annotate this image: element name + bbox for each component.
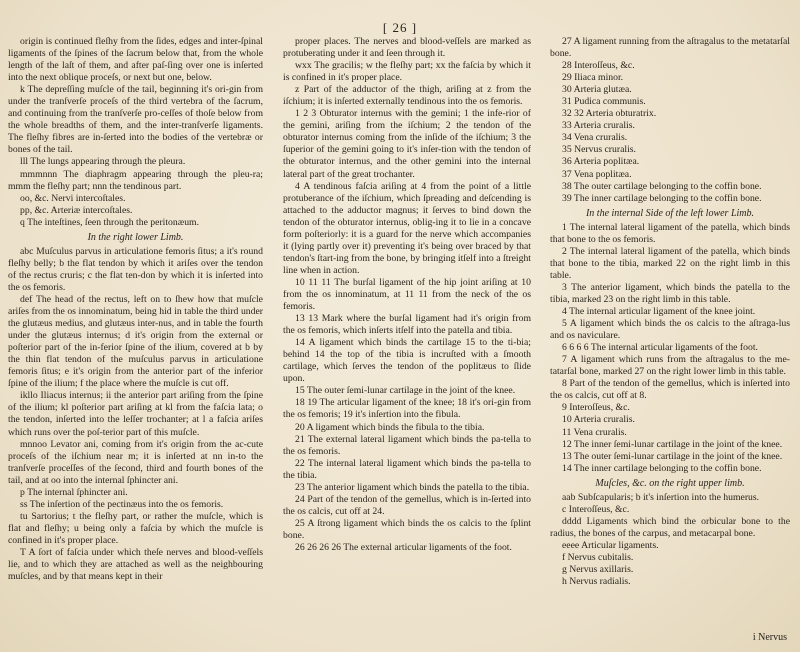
legend-entry: 22 The internal lateral ligament which binds the pa-tella to the tibia. — [283, 457, 531, 481]
legend-entry: mmmnnn The diaphragm appearing through the pleu-ra; mmm the fleſhy part; nnn the tendinous part. — [8, 168, 263, 192]
legend-entry: 24 Part of the tendon of the gemellus, which is in-ſerted into the os calcis, cut off at 24. — [283, 493, 531, 517]
legend-entry: 15 The outer ſemi-lunar cartilage in the joint of the knee. — [295, 385, 516, 397]
legend-entry: def The head of the rectus, left on to ſhew how that muſcle ariſes from the os innominatum, being hid in table the third under the glutæus medius, and glutæus inter-nus, and in table the fourth under the glutæus internus; d it's origin from the external or poſterior part of the in-ferior ſpine of the ilium, covered at b by the thin flat tendon of the muſculus parvus in articulatione femoris ſitus; e it's origin from the anterior part of the inferior ſpine of the ilium; f the place where the muſcle is cut off. — [8, 293, 263, 390]
legend-entry: 33 Arteria cruralis. — [562, 120, 635, 132]
legend-entry: 1 The internal lateral ligament of the patella, which binds that bone to the os femoris. — [550, 221, 790, 245]
legend-entry: 34 Vena cruralis. — [562, 132, 628, 144]
legend-entry: oo, &c. Nervi intercoſtales. — [20, 192, 126, 204]
legend-entry: ss The inſertion of the pectinæus into the os femoris. — [20, 498, 224, 510]
column-middle — [283, 36, 531, 554]
legend-entry: 23 The anterior ligament which binds the patella to the tibia. — [295, 481, 530, 493]
legend-entry: 9 Interoſſeus, &c. — [562, 402, 630, 414]
legend-entry: 26 26 26 26 The external articular ligaments of the foot. — [295, 541, 512, 553]
legend-entry: c Interoſſeus, &c. — [562, 503, 630, 515]
legend-entry: g Nervus axillaris. — [562, 564, 634, 576]
legend-entry: 7 A ligament which runs from the aſtragalus to the me-tatarſal bone, marked 27 on the right lower limb in this table. — [550, 354, 790, 378]
legend-entry: 2 The internal lateral ligament of the patella, which binds that bone to the tibia, marked 22 on the right limb in this table. — [550, 245, 790, 281]
legend-entry: 32 32 Arteria obturatrix. — [562, 108, 657, 120]
legend-entry: aab Subſcapularis; b it's inſertion into the humerus. — [562, 491, 760, 503]
section-heading: In the right lower Limb. — [87, 231, 184, 243]
legend-entry: abc Muſculus parvus in articulatione femoris ſitus; a it's round fleſhy belly; b the flat tendon by which it ariſes over the tendon of the rectus cruris; c the flat ten-don by which it is inſerted into the os femoris. — [8, 245, 263, 293]
legend-entry: 25 A ſtrong ligament which binds the os calcis to the ſplint bone. — [283, 517, 531, 541]
legend-entry: 5 A ligament which binds the os calcis to the aſtraga-lus and os naviculare. — [550, 318, 790, 342]
legend-entry: 3 The anterior ligament, which binds the patella to the tibia, marked 23 on the right limb in this table. — [550, 281, 790, 305]
legend-entry: 18 19 The articular ligament of the knee; 18 it's ori-gin from the os femoris; 19 it's inſertion into the fibula. — [283, 397, 531, 421]
legend-entry: 31 Pudica communis. — [562, 96, 646, 108]
legend-entry: 21 The external lateral ligament which binds the pa-tella to the os femoris. — [283, 433, 531, 457]
legend-entry: 36 Arteria poplitæa. — [562, 156, 640, 168]
legend-entry: 29 Iliaca minor. — [562, 72, 624, 84]
legend-entry: tu Sartorius; t the fleſhy part, or rather the muſcle, which is flat and fleſhy; u being only a faſcia by which the muſcle is confined in it's proper place. — [8, 510, 263, 546]
legend-entry: 6 6 6 6 The internal articular ligaments of the foot. — [562, 342, 758, 354]
legend-entry: f Nervus cubitalis. — [562, 551, 634, 563]
legend-entry: eeee Articular ligaments. — [562, 539, 659, 551]
legend-entry: origin is continued fleſhy from the ſides, edges and inter-ſpinal ligaments of the ſpines of the ſacrum below that, from the whole length of the laſt of them, and after paſ-ſing over one is inſerted into the next oblique proceſs, or next but one, below. — [8, 36, 263, 84]
page-number: [ 26 ] — [382, 20, 418, 35]
legend-entry: 4 The internal articular ligament of the knee joint. — [562, 306, 756, 318]
legend-entry: 8 Part of the tendon of the gemellus, which is inſerted into the os calcis, cut off at 8. — [550, 378, 790, 402]
catchword: i Nervus — [752, 632, 787, 643]
legend-entry: k The depreſſing muſcle of the tail, beginning it's ori-gin from under the tranſverſe proceſs of the third vertebra of the ſacrum, and continuing from the tranſverſe pro-ceſſes of thoſe below from the whole breadths of them, and the inter-tranſverſe ligaments. The fleſhy fibres are in-ſerted into the bodies of the vertebræ or bones of the tail. — [8, 84, 263, 156]
legend-entry: 39 The inner cartilage belonging to the coffin bone. — [562, 192, 762, 204]
legend-entry: wxx The gracilis; w the fleſhy part; xx the faſcia by which it is confined in it's proper place. — [283, 60, 531, 84]
legend-entry: 10 Arteria cruralis. — [562, 414, 635, 426]
legend-entry: 20 A ligament which binds the fibula to the tibia. — [295, 421, 485, 433]
legend-entry: p The internal ſphincter ani. — [20, 486, 128, 498]
legend-entry: 14 A ligament which binds the cartilage 15 to the ti-bia; behind 14 the top of the tibia is incruſted with a ſmooth cartilage, which ſerves the tendon of the poplitæus to ſlide upon. — [283, 337, 531, 385]
legend-entry: 28 Interoſſeus, &c. — [562, 60, 635, 72]
column-right — [550, 36, 790, 588]
column-left — [8, 36, 263, 583]
legend-entry: h Nervus radialis. — [562, 576, 631, 588]
legend-entry: lll The lungs appearing through the pleura. — [20, 156, 186, 168]
section-heading: In the internal Side of the left lower Limb. — [585, 207, 755, 219]
legend-entry: 1 2 3 Obturator internus with the gemini; 1 the infe-rior of the gemini, ariſing from the iſchium; 2 the tendon of the obturator internus coming from the inſide of the iſchium; 3 the ſuperior of the gemini going to it's inſer-tion with the tendon of the obturator internus, and the other gemini into the internal lateral part of the great trochanter. — [283, 108, 531, 180]
legend-entry: ikllo Iliacus internus; ii the anterior part ariſing from the ſpine of the ilium; kl poſterior part ariſing at kl from the faſcia lata; o the tendon, inſerted into the leſſer trochanter; at l a faſcia ariſes which runs over the poſ-terior part of this muſcle. — [8, 390, 263, 438]
legend-entry: proper places. The nerves and blood-veſſels are marked as protuberating under it and ſeen through it. — [283, 36, 531, 60]
legend-entry: q The inteſtines, ſeen through the peritonæum. — [20, 216, 200, 228]
legend-entry: 35 Nervus cruralis. — [562, 144, 636, 156]
legend-entry: 13 The outer ſemi-lunar cartilage in the joint of the knee. — [562, 450, 783, 462]
legend-entry: 37 Vena poplitæa. — [562, 168, 632, 180]
legend-entry: 38 The outer cartilage belonging to the coffin bone. — [562, 180, 762, 192]
legend-entry: 27 A ligament running from the aſtragalus to the metatarſal bone. — [550, 36, 790, 60]
legend-entry: 4 A tendinous faſcia ariſing at 4 from the point of a little protuberance of the iſchium, which ſpreading and deſcending is attached to the adductor magnus; it ſerves to bind down the tendon of the obturator internus, oblig-ing it to lie in a concave form poſteriorly: it is a guard for the nerve which accompanies it (lying partly over it) preventing it's being over braced by that tendon's ſtart-ing from the bone, by bringing itſelf into a ſtreight line when in action. — [283, 180, 531, 276]
legend-entry: dddd Ligaments which bind the orbicular bone to the radius, the bones of the carpus, and metacarpal bone. — [550, 515, 790, 539]
legend-entry: 30 Arteria glutæa. — [562, 84, 632, 96]
legend-entry: mnnoo Levator ani, coming from it's origin from the ac-cute proceſs of the iſchium near m; it is inſerted at nn in-to the tranſverſe proceſſes of the ſecond, third and fourth bones of the tail, and at oo into the internal ſphincter ani. — [8, 438, 263, 486]
legend-entry: 11 Vena cruralis. — [562, 426, 627, 438]
legend-entry: 14 The inner cartilage belonging to the coffin bone. — [562, 462, 762, 474]
legend-entry: 12 The inner ſemi-lunar cartilage in the joint of the knee. — [562, 438, 783, 450]
legend-entry: T A ſort of faſcia under which theſe nerves and blood-veſſels lie, and to which they are attached as well as the neighbouring muſcles, and by that means kept in their — [8, 546, 263, 583]
legend-entry: 13 13 Mark where the burſal ligament had it's origin from the os femoris, which inſerts itſelf into the patella and tibia. — [283, 313, 531, 337]
legend-entry: pp, &c. Arteriæ intercoſtales. — [20, 204, 133, 216]
section-heading: Muſcles, &c. on the right upper limb. — [595, 477, 745, 489]
legend-entry: 10 11 11 The burſal ligament of the hip joint ariſing at 10 from the os innominatum, at 11 11 from the neck of the os femoris. — [283, 276, 531, 313]
legend-entry: z Part of the adductor of the thigh, ariſing at z from the iſchium; it is inſerted externally tendinous into the os femoris. — [283, 84, 531, 108]
